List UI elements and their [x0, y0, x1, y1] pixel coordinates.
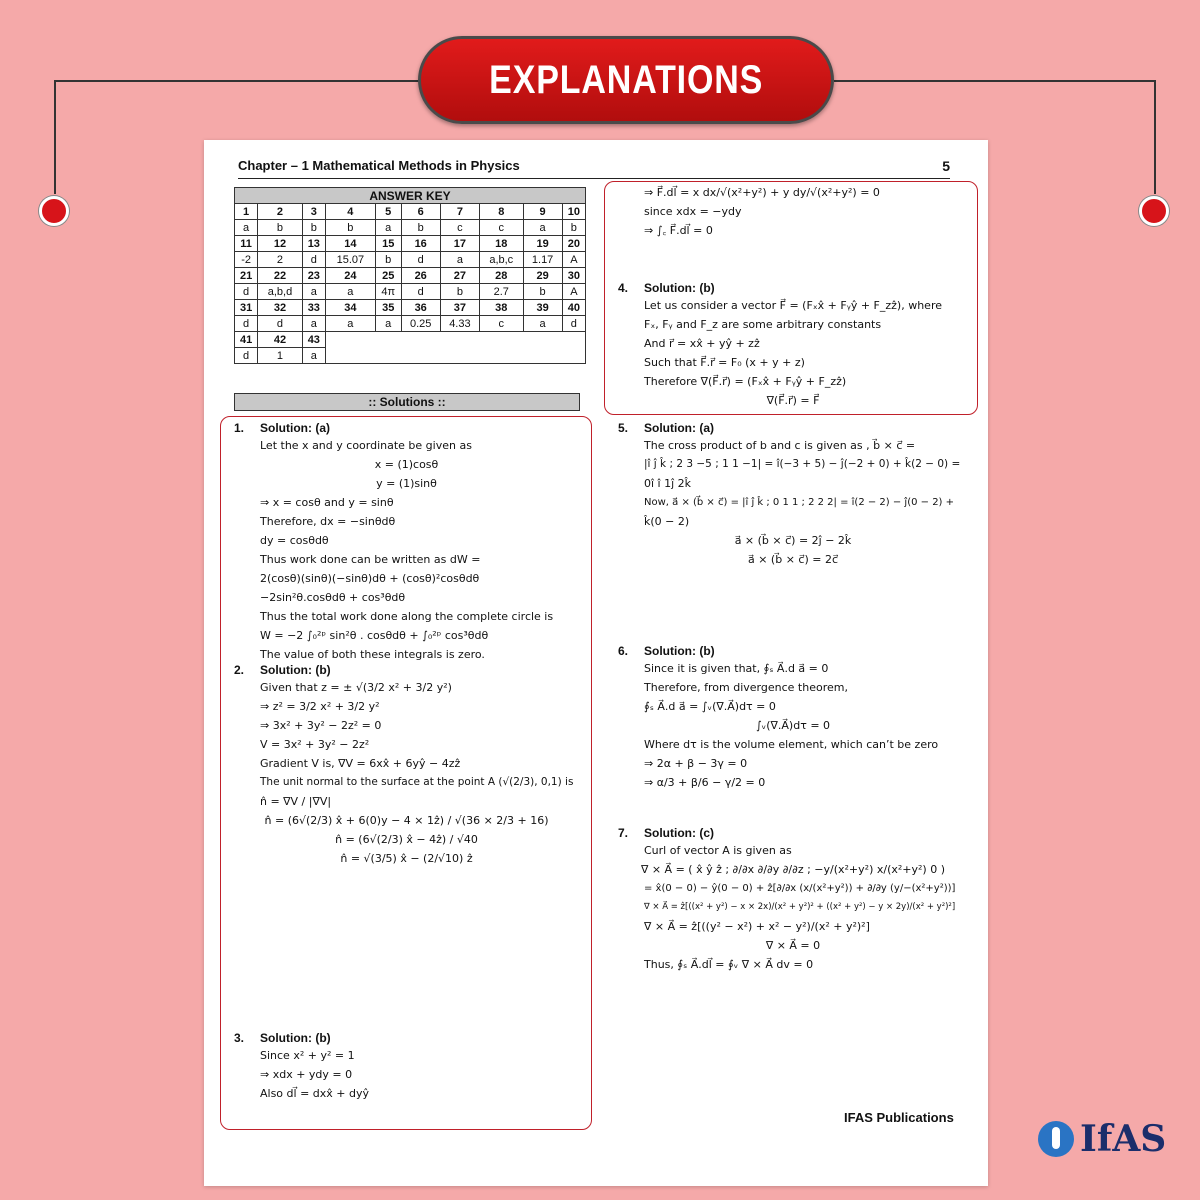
solution-line: −2sin²θ.cosθdθ + cos³θdθ — [260, 591, 406, 604]
answer-key-cell: 29 — [523, 268, 562, 284]
answer-key-cell: c — [440, 220, 479, 236]
solution-4 — [618, 280, 968, 411]
answer-key-cell: 8 — [480, 204, 523, 220]
answer-key-cell: d — [401, 284, 440, 300]
ifas-person-icon — [1038, 1121, 1074, 1157]
solution-line: dy = cosθdθ — [260, 534, 329, 547]
solution-line: Also dl⃗ = dxx̂ + dyŷ — [260, 1087, 370, 1100]
answer-key-cell: a — [375, 220, 401, 236]
solution-title — [618, 825, 968, 842]
answer-key-cell: 26 — [401, 268, 440, 284]
answer-key-cell: 22 — [258, 268, 303, 284]
solution-line: And r⃗ = xx̂ + yŷ + zẑ — [644, 337, 760, 350]
solution-line: = x̂(0 − 0) − ŷ(0 − 0) + ẑ[∂/∂x (x/(x²+y²)) + ∂/∂y (y/−(x²+y²))] — [644, 883, 956, 894]
answer-key-row — [235, 300, 586, 316]
solution-title — [234, 420, 579, 437]
solutions-header: :: Solutions :: — [234, 393, 580, 411]
solution-number: 3. — [234, 1031, 245, 1045]
chapter-title: Chapter – 1 Mathematical Methods in Physics — [238, 158, 520, 173]
solution-line: ∇(F⃗.r⃗) = F⃗ — [766, 394, 820, 407]
answer-key-cell: 4π — [375, 284, 401, 300]
explanations-banner — [418, 36, 834, 124]
answer-key-cell: 38 — [480, 300, 523, 316]
solution-line: ⇒ 3x² + 3y² − 2z² = 0 — [260, 719, 382, 732]
page-number: 5 — [942, 158, 950, 174]
solution-line: ⇒ xdx + ydy = 0 — [260, 1068, 353, 1081]
answer-key-cell: 14 — [325, 236, 375, 252]
solution-line: Curl of vector A is given as — [644, 844, 792, 857]
solution-line: ∇ × A⃗ = ẑ[((x² + y²) − x × 2x)/(x² + y²)² + ((x² + y²) − y × 2y)/(x² + y²)²] — [644, 902, 956, 912]
answer-key-cell: 4.33 — [440, 316, 479, 332]
solution-line: Thus the total work done along the complete circle is — [260, 610, 554, 623]
solution-title — [618, 643, 968, 660]
answer-key-cell: 42 — [258, 332, 303, 348]
answer-key-row — [235, 348, 586, 364]
answer-key-cell: 2 — [258, 204, 303, 220]
answer-key-cell: 31 — [235, 300, 258, 316]
answer-key-cell: a — [325, 316, 375, 332]
answer-key-cell: 32 — [258, 300, 303, 316]
answer-key-table — [234, 187, 586, 364]
answer-key-row — [235, 316, 586, 332]
answer-key-cell: -2 — [235, 252, 258, 268]
answer-key-cell: a — [302, 284, 325, 300]
solution-2 — [234, 662, 579, 869]
answer-key-cell: 24 — [325, 268, 375, 284]
answer-key-cell: 36 — [401, 300, 440, 316]
answer-key-cell: 28 — [480, 268, 523, 284]
answer-key-cell: a,b,d — [258, 284, 303, 300]
solution-title — [234, 662, 579, 679]
answer-key-cell: 10 — [562, 204, 585, 220]
answer-key-row — [235, 268, 586, 284]
solution-line: V = 3x² + 3y² − 2z² — [260, 738, 370, 751]
solution-line: 0î î 1ĵ 2k̂ — [644, 477, 692, 490]
answer-key-cell: a — [302, 348, 325, 364]
solution-number: 7. — [618, 826, 629, 840]
answer-key-row — [235, 284, 586, 300]
answer-key-cell: a — [523, 220, 562, 236]
answer-key-cell: a — [523, 316, 562, 332]
solution-label: Solution: (b) — [260, 1031, 331, 1045]
solution-number: 6. — [618, 644, 629, 658]
ifas-logo — [1038, 1118, 1166, 1160]
answer-key-cell: 20 — [562, 236, 585, 252]
answer-key-cell: 33 — [302, 300, 325, 316]
answer-key-cell: 41 — [235, 332, 258, 348]
answer-key-cell: 12 — [258, 236, 303, 252]
answer-key-cell: 39 — [523, 300, 562, 316]
solution-line: W = −2 ∫₀²ᵖ sin²θ . cosθdθ + ∫₀²ᵖ cos³θdθ — [260, 629, 489, 642]
answer-key-cell: a — [235, 220, 258, 236]
answer-key-cell: a — [375, 316, 401, 332]
solution-label: Solution: (b) — [260, 663, 331, 677]
solution-line: n̂ = (6√(2/3) x̂ + 6(0)y − 4 × 1ẑ) / √(36 × 2/3 + 16) — [264, 814, 549, 827]
solution-number: 2. — [234, 663, 245, 677]
solution-line: ∮ₛ A⃗.d a⃗ = ∫ᵥ(∇.A⃗)dτ = 0 — [644, 700, 776, 713]
answer-key-cell: 16 — [401, 236, 440, 252]
answer-key-cell: 6 — [401, 204, 440, 220]
answer-key-cell: 34 — [325, 300, 375, 316]
answer-key-cell: 3 — [302, 204, 325, 220]
solution-line: a⃗ × (b⃗ × c⃗) = 2c⃗ — [747, 553, 839, 566]
solution-line: since xdx = −ydy — [644, 205, 742, 218]
solution-line: Thus work done can be written as dW = — [260, 553, 481, 566]
answer-key-empty-cell — [325, 332, 585, 348]
answer-key-cell: d — [235, 316, 258, 332]
solution-label: Solution: (a) — [644, 421, 714, 435]
answer-key-cell: a — [302, 316, 325, 332]
answer-key-cell: a — [325, 284, 375, 300]
solution-label: Solution: (a) — [260, 421, 330, 435]
answer-key-row — [235, 236, 586, 252]
answer-key-cell: d — [302, 252, 325, 268]
solution-line: ∇ × A⃗ = ( x̂ ŷ ẑ ; ∂/∂x ∂/∂y ∂/∂z ; −y/(x²+y²) x/(x²+y²) 0 ) — [640, 863, 945, 876]
answer-key-cell: 0.25 — [401, 316, 440, 332]
solution-line: ∇ × A⃗ = ẑ[((y² − x²) + x² − y²)/(x² + y²)²] — [644, 920, 870, 933]
answer-key-cell: 1.17 — [523, 252, 562, 268]
answer-key-cell: d — [235, 348, 258, 364]
answer-key-cell: b — [401, 220, 440, 236]
solution-line: The value of both these integrals is zero. — [260, 648, 485, 661]
solution-line: Let the x and y coordinate be given as — [260, 439, 472, 452]
answer-key-cell: b — [302, 220, 325, 236]
publisher-footer: IFAS Publications — [844, 1110, 954, 1125]
solution-3-continued — [644, 184, 964, 241]
solution-line: a⃗ × (b⃗ × c⃗) = 2ĵ − 2k̂ — [734, 534, 852, 547]
solution-1 — [234, 420, 579, 665]
solution-line: Gradient V is, ∇V = 6xx̂ + 6yŷ − 4zẑ — [260, 757, 461, 770]
answer-key-cell: 2.7 — [480, 284, 523, 300]
answer-key-cell: 25 — [375, 268, 401, 284]
answer-key-cell: c — [480, 316, 523, 332]
solution-line: n̂ = (6√(2/3) x̂ − 4ẑ) / √40 — [335, 833, 478, 846]
solution-number: 4. — [618, 281, 629, 295]
solution-5 — [618, 420, 968, 570]
answer-key-cell: 15.07 — [325, 252, 375, 268]
solution-7 — [618, 825, 968, 975]
answer-key-cell: 17 — [440, 236, 479, 252]
solution-line: Now, a⃗ × (b⃗ × c⃗) = |î ĵ k̂ ; 0 1 1 ; 2 2 2| = î(2 − 2) − ĵ(0 − 2) + — [644, 497, 955, 508]
logo-text: IfAS — [1080, 1118, 1167, 1160]
answer-key-cell: 5 — [375, 204, 401, 220]
solution-line: Therefore, dx = −sinθdθ — [260, 515, 396, 528]
solution-line: ⇒ ∫꜀ F⃗.dl⃗ = 0 — [644, 224, 713, 237]
answer-key-cell: 18 — [480, 236, 523, 252]
answer-key-cell: a — [440, 252, 479, 268]
solution-line: k̂(0 − 2) — [644, 515, 690, 528]
solution-title — [618, 280, 968, 297]
solution-line: ⇒ z² = 3/2 x² + 3/2 y² — [260, 700, 380, 713]
answer-key-cell: d — [235, 284, 258, 300]
solution-line: y = (1)sinθ — [376, 477, 437, 490]
answer-key-cell: 2 — [258, 252, 303, 268]
solution-line: x = (1)cosθ — [374, 458, 439, 471]
answer-key-empty-cell — [325, 348, 585, 364]
answer-key-cell: a,b,c — [480, 252, 523, 268]
solution-line: Since x² + y² = 1 — [260, 1049, 355, 1062]
solution-line: ∫ᵥ(∇.A⃗)dτ = 0 — [755, 719, 831, 732]
answer-key-cell: 21 — [235, 268, 258, 284]
answer-key-row — [235, 204, 586, 220]
solution-line: Such that F⃗.r⃗ = F₀ (x + y + z) — [644, 356, 805, 369]
solution-label: Solution: (b) — [644, 644, 715, 658]
solution-line: Thus, ∮ₛ A⃗.dl⃗ = ∮ᵥ ∇ × A⃗ dv = 0 — [644, 958, 814, 971]
answer-key-cell: 40 — [562, 300, 585, 316]
solution-title — [618, 420, 968, 437]
chapter-header — [238, 158, 950, 179]
solution-3 — [234, 1030, 579, 1104]
solution-line: 2(cosθ)(sinθ)(−sinθ)dθ + (cosθ)²cosθdθ — [260, 572, 480, 585]
answer-key-cell: 4 — [325, 204, 375, 220]
solution-line: n̂ = √(3/5) x̂ − (2/√10) ẑ — [340, 852, 473, 865]
solution-line: ⇒ 2α + β − 3γ = 0 — [644, 757, 748, 770]
answer-key-cell: 23 — [302, 268, 325, 284]
answer-key-cell: 1 — [258, 348, 303, 364]
solution-line: Therefore ∇(F⃗.r⃗) = (Fₓx̂ + Fᵧŷ + F_zẑ) — [644, 375, 847, 388]
answer-key-cell: A — [562, 252, 585, 268]
solution-line: The cross product of b and c is given as , b⃗ × c⃗ = — [644, 439, 916, 452]
answer-key-cell: b — [440, 284, 479, 300]
solution-line: |î ĵ k̂ ; 2 3 −5 ; 1 1 −1| = î(−3 + 5) − ĵ(−2 + 0) + k̂(2 − 0) = — [644, 458, 961, 470]
answer-key-cell: b — [523, 284, 562, 300]
answer-key-cell: 19 — [523, 236, 562, 252]
solution-number: 5. — [618, 421, 629, 435]
solution-label: Solution: (c) — [644, 826, 714, 840]
answer-key-cell: 1 — [235, 204, 258, 220]
solution-line: ⇒ F⃗.dl⃗ = x dx/√(x²+y²) + y dy/√(x²+y²) = 0 — [644, 186, 880, 199]
solution-line: Fₓ, Fᵧ and F_z are some arbitrary constants — [644, 318, 882, 331]
answer-key-cell: 30 — [562, 268, 585, 284]
solution-line: Therefore, from divergence theorem, — [644, 681, 848, 694]
document-page — [204, 140, 988, 1186]
answer-key-cell: 9 — [523, 204, 562, 220]
solution-number: 1. — [234, 421, 245, 435]
answer-key-cell: 15 — [375, 236, 401, 252]
answer-key-cell: 43 — [302, 332, 325, 348]
solution-title — [234, 1030, 579, 1047]
solution-line: ∇ × A⃗ = 0 — [765, 939, 821, 952]
answer-key-row — [235, 252, 586, 268]
banner-title: EXPLANATIONS — [488, 57, 764, 102]
solution-line: Since it is given that, ∮ₛ A⃗.d a⃗ = 0 — [644, 662, 829, 675]
answer-key-row — [235, 220, 586, 236]
answer-key-cell: c — [480, 220, 523, 236]
answer-key-row — [235, 332, 586, 348]
answer-key-cell: 11 — [235, 236, 258, 252]
solution-line: The unit normal to the surface at the point A (√(2/3), 0,1) is — [260, 776, 574, 788]
answer-key-cell: 37 — [440, 300, 479, 316]
answer-key-cell: A — [562, 284, 585, 300]
answer-key-cell: b — [258, 220, 303, 236]
solution-line: n̂ = ∇V / |∇V| — [260, 795, 332, 808]
solution-line: Let us consider a vector F⃗ = (Fₓx̂ + Fᵧŷ + F_zẑ), where — [644, 299, 942, 312]
answer-key-title: ANSWER KEY — [235, 188, 586, 204]
left-red-dot-icon — [39, 196, 69, 226]
solution-line: ⇒ α/3 + β/6 − γ/2 = 0 — [644, 776, 766, 789]
answer-key-cell: 27 — [440, 268, 479, 284]
answer-key-cell: 7 — [440, 204, 479, 220]
solution-label: Solution: (b) — [644, 281, 715, 295]
solution-line: ⇒ x = cosθ and y = sinθ — [260, 496, 394, 509]
answer-key-cell: d — [258, 316, 303, 332]
answer-key-cell: 13 — [302, 236, 325, 252]
solution-line: Where dτ is the volume element, which can’t be zero — [644, 738, 939, 751]
answer-key-cell: b — [562, 220, 585, 236]
answer-key-cell: b — [325, 220, 375, 236]
answer-key-cell: 35 — [375, 300, 401, 316]
right-red-dot-icon — [1139, 196, 1169, 226]
solution-line: Given that z = ± √(3/2 x² + 3/2 y²) — [260, 681, 452, 694]
solution-6 — [618, 643, 968, 793]
answer-key-cell: d — [401, 252, 440, 268]
answer-key-cell: d — [562, 316, 585, 332]
answer-key-cell: b — [375, 252, 401, 268]
